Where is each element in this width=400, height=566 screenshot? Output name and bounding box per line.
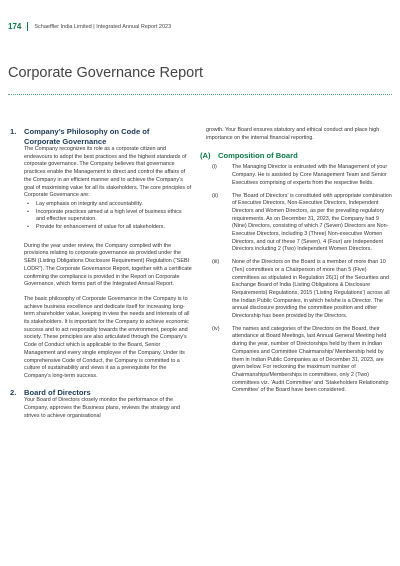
principles-list bbox=[10, 201, 192, 232]
subsection-label: (A) bbox=[200, 151, 211, 161]
item-text: The ‘Board of Directors’ is constituted with appropriate combination of Executive Directors, Non-Executive Directors, Independent Directors and Women Directors, as per the prevailing regulatory requirements. As on December 31, 2023, the Company had 9 (Nine) Directors, consisting of which 7 (Seven) Directors are Non-Executive Directors, including 3 (Three) Non-executive Women Directors, and out of these 7 (Seven), 4 (Four) are Independent Directors including 2 (Two) Independent Women Directors. bbox=[232, 192, 392, 253]
list-item: • Lay emphasis on integrity and accountability. bbox=[24, 201, 192, 209]
section-number: 1. bbox=[10, 127, 17, 136]
item-number: (iv) bbox=[212, 325, 220, 332]
item-number: (iii) bbox=[212, 259, 220, 266]
list-item: • Incorporate practices aimed at a high level of business ethics and effective supervision. bbox=[24, 209, 192, 224]
section-1-heading-line2: Corporate Governance bbox=[24, 136, 107, 146]
section-1-paragraph: During the year under review, the Company complied with the provisions relating to corporate governance as provided under the SEBI (Listing Obligations Disclosure Requirement) Regulation (“SEBI LODR”). The Corporate Governance Report, together with a certificate confirming the compliance is provided in the Report on Corporate Governance, which forms part of the Integrated Annual Report. bbox=[24, 242, 192, 288]
subsection-a-heading bbox=[200, 151, 392, 161]
list-item: • Provide for enhancement of value for all stakeholders. bbox=[24, 224, 192, 232]
item-text: None of the Directors on the Board is a member of more than 10 (Ten) committees or a Chairperson of more than 5 (Five) committees as stipulated in Regulation 26(1) of the Securities and Exchange Board of India (Listing Obligations & Disclosure Requirements) Regulations, 2015 (‘Listing Regulations’) across all the Indian Public Companies, in which he/she is a Director. The annual disclosure providing the committee position and other Directorship has been provided by the Directors. bbox=[232, 259, 390, 320]
subsection-title: Composition of Board bbox=[218, 151, 298, 161]
page-header bbox=[8, 22, 171, 31]
report-title: Schaeffler India Limited | Integrated Annual Report 2023 bbox=[34, 23, 172, 30]
title-divider bbox=[8, 94, 392, 95]
list-item bbox=[206, 164, 392, 187]
page-number: 174 bbox=[8, 22, 22, 31]
section-1-paragraph: The basic philosophy of Corporate Governance in the Company is to achieve business excellence and dedicate itself for increasing long-term shareholder value, keeping in view the needs and interests of all its stakeholders. It is important for the Company to achieve economic success and to act responsibly towards the environment, people and society. These principles are also articulated through the Company’s Code of Conduct which is applicable to the Board, Senior Management and every single employee of the Company. Under its comprehensive Code of Conduct, the Company is committed to a culture of sustainability and views it as a prerequisite for the Company’s long-term success. bbox=[24, 295, 190, 379]
right-column bbox=[200, 127, 392, 400]
section-1-intro: The Company recognizes its role as a corporate citizen and endeavours to adopt the best practices and the highest standards of corporate governance. The Company believes that governance practices enable the Management to direct and control the affairs of the Company in an efficient manner and to achieve the Company’s goal of maximising value for all its stakeholders. The core principles of Corporate Governance are: bbox=[24, 146, 192, 199]
item-text: The names and categories of the Directors on the Board, their attendance at Board Meetings, last Annual General Meeting held during the year, number of Directorships held by them in Indian Companies and Committee Chairmanship/ Membership held by them in Indian Public Companies as of December 31, 2023, are given below. For reckoning the maximum number of Chairmanships/Memberships in committees, only 2 (Two) committees viz. ‘Audit Committee’ and ‘Stakeholders Relationship Committee’ of the Board have been considered. bbox=[232, 325, 389, 394]
section-1-heading-line1: Company’s Philosophy on Code of bbox=[24, 127, 150, 136]
section-2-heading bbox=[10, 388, 192, 398]
item-number: (i) bbox=[212, 164, 217, 171]
list-item bbox=[206, 326, 392, 395]
header-divider bbox=[27, 22, 28, 31]
page-title: Corporate Governance Report bbox=[8, 65, 204, 81]
section-2-continued: growth. Your Board ensures statutory and ethical conduct and place high importance on the internal financial reporting. bbox=[206, 127, 380, 141]
list-item bbox=[206, 259, 392, 321]
section-2-intro: Your Board of Directors closely monitor the performance of the Company, approves the Business plans, reviews the strategy and strives to achieve organisational bbox=[24, 397, 181, 419]
section-2-heading-text: Board of Directors bbox=[24, 387, 91, 397]
section-1-heading bbox=[10, 127, 192, 146]
item-text: The Managing Director is entrusted with the Management of your Company. He is assisted by Core Management Team and Senior Executives comprising of experts from the respective fields. bbox=[232, 164, 388, 186]
item-number: (ii) bbox=[212, 192, 218, 199]
list-item bbox=[206, 193, 392, 255]
section-number: 2. bbox=[10, 387, 17, 397]
left-column bbox=[10, 127, 192, 420]
